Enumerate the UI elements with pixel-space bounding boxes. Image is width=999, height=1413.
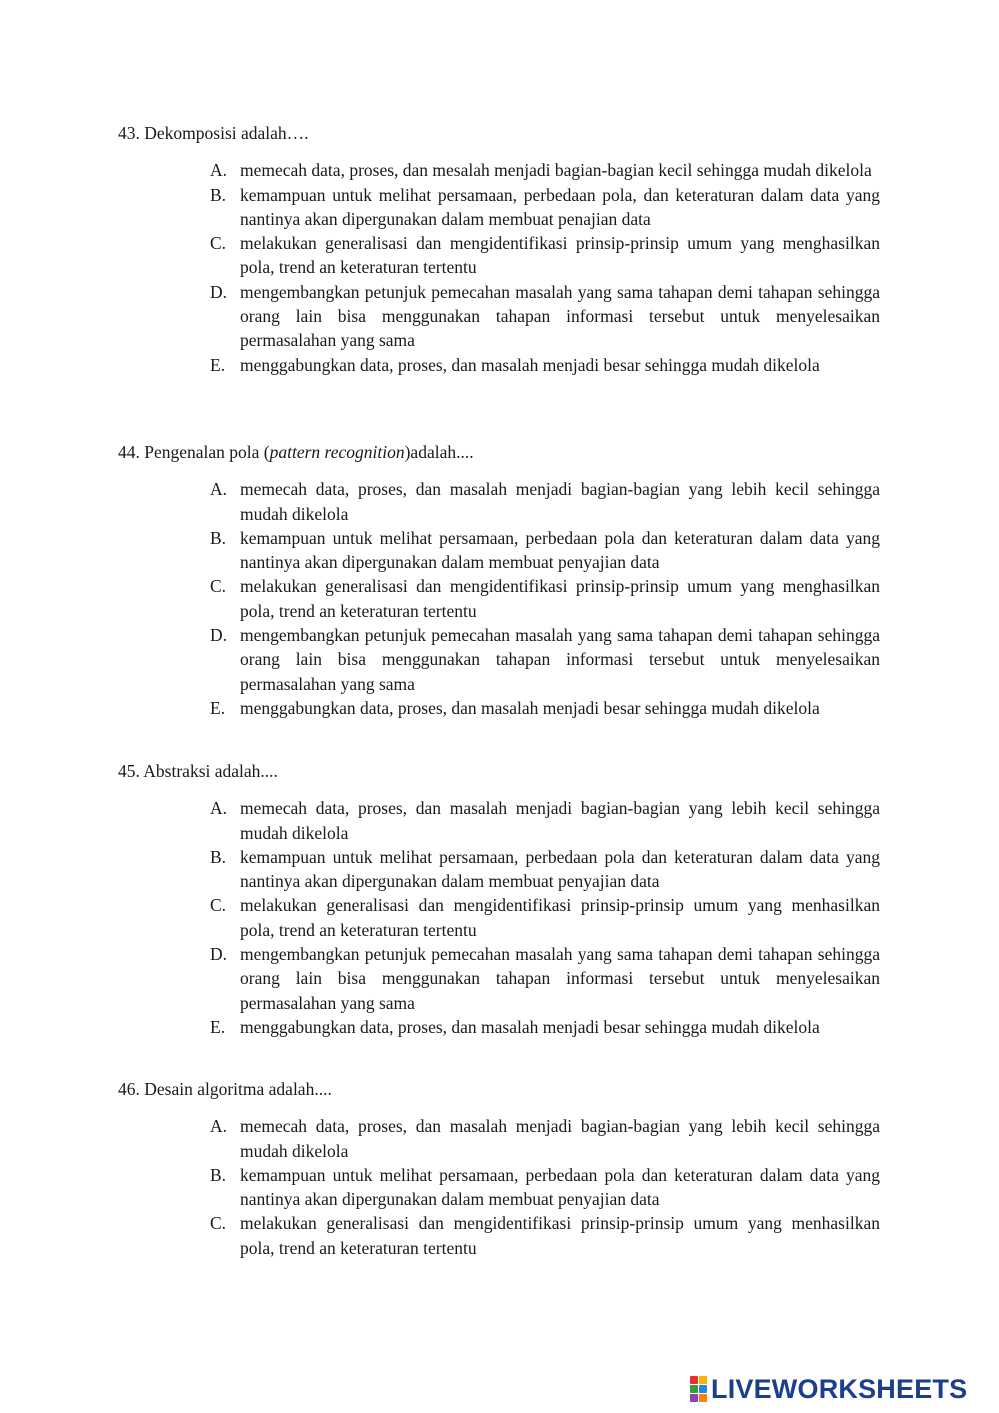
option-e[interactable]: [118, 353, 880, 377]
option-text: menggabungkan data, proses, dan masalah menjadi besar sehingga mudah dikelola: [240, 697, 820, 718]
option-text: memecah data, proses, dan masalah menjadi bagian-bagian yang lebih kecil sehingga mudah dikelola: [240, 798, 880, 843]
option-a[interactable]: [118, 1114, 880, 1163]
option-letter: E.: [210, 354, 226, 375]
question-stem: 46. Desain algoritma adalah....: [118, 1079, 332, 1099]
option-letter: E.: [210, 1016, 226, 1037]
stem-italic-term: pattern recognition: [269, 442, 405, 462]
option-letter: B.: [210, 184, 227, 205]
option-text: menggabungkan data, proses, dan masalah menjadi besar sehingga mudah dikelola: [240, 1016, 820, 1037]
option-text: menggabungkan data, proses, dan masalah menjadi besar sehingga mudah dikelola: [240, 354, 820, 375]
option-c[interactable]: [118, 231, 880, 280]
question-stem: [118, 440, 880, 464]
logo-text: LIVEWORKSHEETS: [711, 1373, 968, 1404]
option-a[interactable]: [118, 477, 880, 526]
option-text: kemampuan untuk melihat persamaan, perbedaan pola dan keteraturan dalam data yang nantinya akan dipergunakan dalam membuat penyajian data: [240, 527, 880, 573]
option-text: memecah data, proses, dan masalah menjadi bagian-bagian yang lebih kecil sehingga mudah dikelola: [240, 1116, 880, 1161]
option-b[interactable]: [118, 526, 880, 575]
option-b[interactable]: [118, 845, 880, 894]
option-list: [118, 477, 880, 720]
option-text: mengembangkan petunjuk pemecahan masalah yang sama tahapan demi tahapan sehingga orang lain bisa menggunakan tahapan informasi tersebut untuk menyelesaikan permasalahan yang sama: [240, 944, 880, 1013]
option-text: melakukan generalisasi dan mengidentifikasi prinsip-prinsip umum yang menhasilkan pola, trend an keteraturan tertentu: [240, 895, 880, 940]
liveworksheets-logo[interactable]: [690, 1374, 967, 1404]
liveworksheets-logo-icon: [690, 1376, 707, 1402]
option-letter: C.: [210, 233, 227, 254]
option-text: mengembangkan petunjuk pemecahan masalah yang sama tahapan demi tahapan sehingga orang lain bisa menggunakan tahapan informasi tersebut untuk menyelesaikan permasalahan yang sama: [240, 625, 880, 694]
question-44: [118, 440, 880, 720]
question-45: [118, 759, 880, 1039]
option-letter: C.: [210, 895, 227, 916]
option-letter: D.: [210, 944, 228, 965]
option-letter: B.: [210, 527, 227, 548]
option-a[interactable]: [118, 158, 880, 182]
option-c[interactable]: [118, 1211, 880, 1260]
option-letter: B.: [210, 846, 227, 867]
option-letter: A.: [210, 160, 228, 181]
option-text: melakukan generalisasi dan mengidentifikasi prinsip-prinsip umum yang menhasilkan pola, trend an keteraturan tertentu: [240, 1213, 880, 1258]
option-list: [118, 1114, 880, 1260]
option-c[interactable]: [118, 893, 880, 942]
stem-prefix: 44. Pengenalan pola (: [118, 442, 270, 462]
option-e[interactable]: [118, 1015, 880, 1039]
question-46: [118, 1077, 880, 1260]
option-b[interactable]: [118, 1163, 880, 1212]
option-list: [118, 796, 880, 1039]
option-d[interactable]: [118, 280, 880, 353]
option-text: kemampuan untuk melihat persamaan, perbedaan pola, dan keteraturan dalam data yang nantinya akan dipergunakan dalam membuat penajian data: [240, 184, 880, 229]
option-letter: D.: [210, 281, 228, 302]
option-text: memecah data, proses, dan masalah menjadi bagian-bagian yang lebih kecil sehingga mudah dikelola: [240, 479, 880, 524]
option-text: melakukan generalisasi dan mengidentifikasi prinsip-prinsip umum yang menghasilkan pola, trend an keteraturan tertentu: [240, 233, 880, 278]
option-letter: D.: [210, 625, 228, 646]
option-letter: A.: [210, 1116, 228, 1137]
option-text: melakukan generalisasi dan mengidentifikasi prinsip-prinsip umum yang menghasilkan pola, trend an keteraturan tertentu: [240, 576, 880, 621]
option-a[interactable]: [118, 796, 880, 845]
option-letter: C.: [210, 1213, 227, 1234]
option-letter: A.: [210, 798, 228, 819]
option-e[interactable]: [118, 696, 880, 720]
option-letter: B.: [210, 1164, 227, 1185]
stem-suffix: )adalah....: [404, 442, 474, 462]
option-c[interactable]: [118, 574, 880, 623]
option-letter: C.: [210, 576, 227, 597]
option-d[interactable]: [118, 942, 880, 1015]
option-text: mengembangkan petunjuk pemecahan masalah yang sama tahapan demi tahapan sehingga orang lain bisa menggunakan tahapan informasi tersebut untuk menyelesaikan permasalahan yang sama: [240, 281, 880, 351]
option-b[interactable]: [118, 183, 880, 232]
option-text: kemampuan untuk melihat persamaan, perbedaan pola dan keteraturan dalam data yang nantinya akan dipergunakan dalam membuat penyajian data: [240, 846, 880, 892]
option-letter: A.: [210, 479, 228, 500]
option-d[interactable]: [118, 623, 880, 696]
option-letter: E.: [210, 697, 226, 718]
option-text: kemampuan untuk melihat persamaan, perbedaan pola dan keteraturan dalam data yang nantinya akan dipergunakan dalam membuat penyajian data: [240, 1164, 880, 1210]
question-stem: 45. Abstraksi adalah....: [118, 761, 278, 781]
question-stem: 43. Dekomposisi adalah….: [118, 123, 309, 143]
option-list: [118, 158, 880, 377]
option-text: memecah data, proses, dan mesalah menjadi bagian-bagian kecil sehingga mudah dikelola: [240, 160, 872, 181]
question-43: [118, 121, 880, 377]
